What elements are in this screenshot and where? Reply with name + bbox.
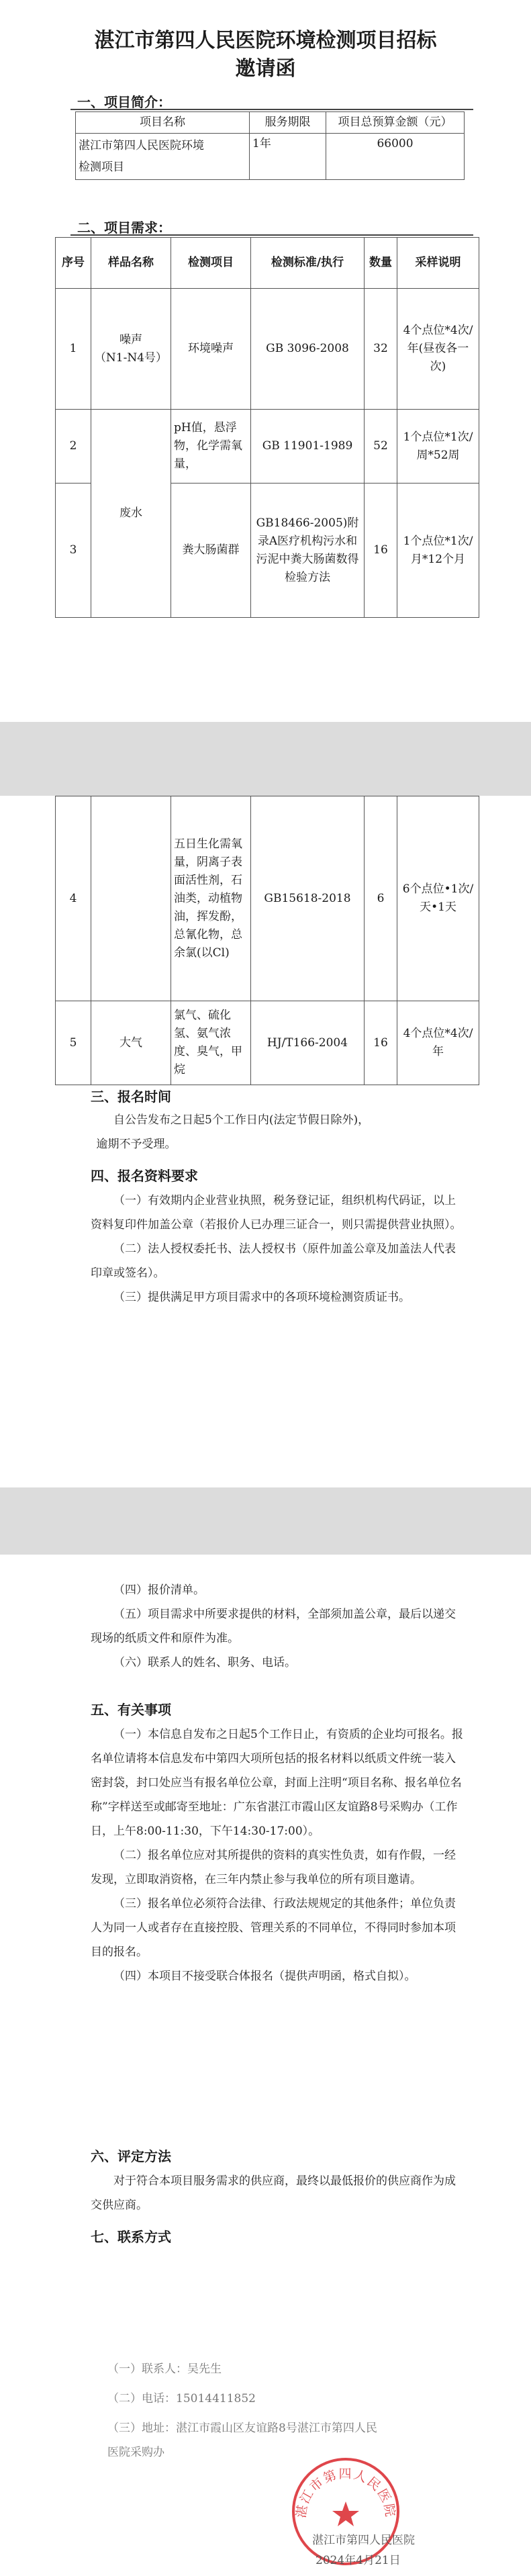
col-no: 序号: [56, 238, 91, 289]
contact-block: [107, 2357, 456, 2465]
section-4-text: （一）有效期内企业营业执照，税务登记证，组织机构代码证，以上资料复印件加盖公章（若报价人已办理三证合一，则只需提供营业执照）。 （二）法人授权委托书、法人授权书（原件加盖公章及加盖法人代表印章或签名）。 （三）提供满足甲方项目需求中的各项环境检测资质证书。: [91, 1194, 462, 1304]
period-cell: 1年: [250, 134, 326, 180]
section-4-heading: 四、报名资料要求: [91, 1168, 198, 1184]
contact-person: （一）联系人：吴先生: [107, 2362, 222, 2376]
section-3-text: 自公告发布之日起5个工作日内(法定节假日除外)， 逾期不予受理。: [96, 1113, 370, 1151]
table-row: 3 粪大肠菌群 GB18466-2005)附录A医疗机构污水和污泥中粪大肠菌数得检验方法 16 1个点位*1次/月*12个月: [56, 484, 479, 618]
document-title: [0, 27, 531, 83]
section-1-rule: [70, 109, 473, 110]
col-sample: 样品名称: [91, 238, 171, 289]
signature-org: 湛江市第四人民医院: [312, 2534, 415, 2547]
table-row: 1 噪声 （N1-N4号） 环境噪声 GB 3096-2008 32 4个点位*4次/年(昼夜各一次): [56, 289, 479, 410]
section-1-heading: 一、项目简介：: [77, 94, 171, 110]
col-note: 采样说明: [397, 238, 479, 289]
table-row: 5 大气 氯气、硫化氢、氨气浓度、臭气，甲烷 HJ/T166-2004 16 4个点位*4次/年: [56, 1001, 479, 1085]
col-qty: 数量: [365, 238, 397, 289]
section-2-heading: 二、项目需求：: [77, 220, 171, 236]
section-4-text-continued: （四）报价清单。 （五）项目需求中所要求提供的材料，全部须加盖公章，最后以递交现场的纸质文件和原件为准。 （六）联系人的姓名、职务、电话。: [91, 1583, 456, 1669]
page-gap: [0, 722, 531, 796]
page-gap: [0, 1487, 531, 1555]
section-6-text: 对于符合本项目服务需求的供应商，最终以最低报价的供应商作为成交供应商。: [91, 2174, 456, 2212]
section-5-text: （一）本信息自发布之日起5个工作日止，有资质的企业均可报名。报名单位请将本信息发布中第四大项所包括的报名材料以纸质文件统一装入密封袋，封口处应当有报名单位公章，封面上注明“项目名称、报名单位名称”字样送至或邮寄至地址：广东省湛江市霞山区友谊路8号采购办（工作日，上午8:00-11:30，下午14:30-17:00）。 （二）报名单位应对其所提供的资料的真实性负责，如有作假，一经发现，立即取消资格，在三年内禁止参与我单位的所有项目邀请。 （三）报名单位必须符合法律、行政法规规定的其他条件；单位负责人为同一人或者存在直接控股、管理关系的不同单位，不得同时参加本项目的报名。 （四）本项目不接受联合体报名（提供声明函，格式自拟）。: [91, 1728, 463, 1983]
table-row: 4 五日生化需氧量，阴离子表面活性剂，石油类，动植物油，挥发酚，总氰化物，总余氯(以Cl) GB15618-2018 6 6个点位•1次/天•1天: [56, 796, 479, 1001]
budget-cell: 66000: [326, 134, 465, 180]
contact-address-2: 医院采购办: [107, 2446, 164, 2459]
title-line-1: 湛江市第四人民医院环境检测项目招标: [94, 29, 437, 52]
signature-date: 2024年4月21日: [316, 2554, 401, 2567]
project-summary-table: [75, 111, 465, 180]
col-period: 服务期限: [250, 112, 326, 134]
page-2: [0, 796, 531, 1487]
project-name-cell: 湛江市第四人民医院环境 检测项目: [76, 134, 250, 180]
col-item: 检测项目: [171, 238, 251, 289]
table-row: 2 废水 pH值，悬浮物，化学需氧量， GB 11901-1989 52 1个点位*1次/周*52周: [56, 410, 479, 484]
page-1: [0, 0, 531, 722]
section-5-heading: 五、有关事项: [91, 1702, 171, 1718]
section-7-heading: 七、联系方式: [91, 2229, 171, 2245]
contact-address: （三）地址：湛江市霞山区友谊路8号湛江市第四人民: [107, 2422, 377, 2435]
col-standard: 检测标准/执行: [251, 238, 365, 289]
section-3-heading: 三、报名时间: [91, 1089, 171, 1105]
col-project-name: 项目名称: [76, 112, 250, 134]
requirements-table-part-2: [55, 796, 479, 1085]
page-3: [0, 1555, 531, 2576]
contact-phone: （二）电话：15014411852: [107, 2392, 256, 2405]
col-budget: 项目总预算金额（元）: [326, 112, 465, 134]
requirements-table-part-1: [55, 237, 479, 618]
section-2-rule: [70, 234, 473, 236]
title-line-2: 邀请函: [235, 57, 296, 81]
svg-text:湛江市第四人民医院: 湛江市第四人民医院: [293, 2467, 398, 2520]
section-6-heading: 六、评定方法: [91, 2148, 171, 2164]
